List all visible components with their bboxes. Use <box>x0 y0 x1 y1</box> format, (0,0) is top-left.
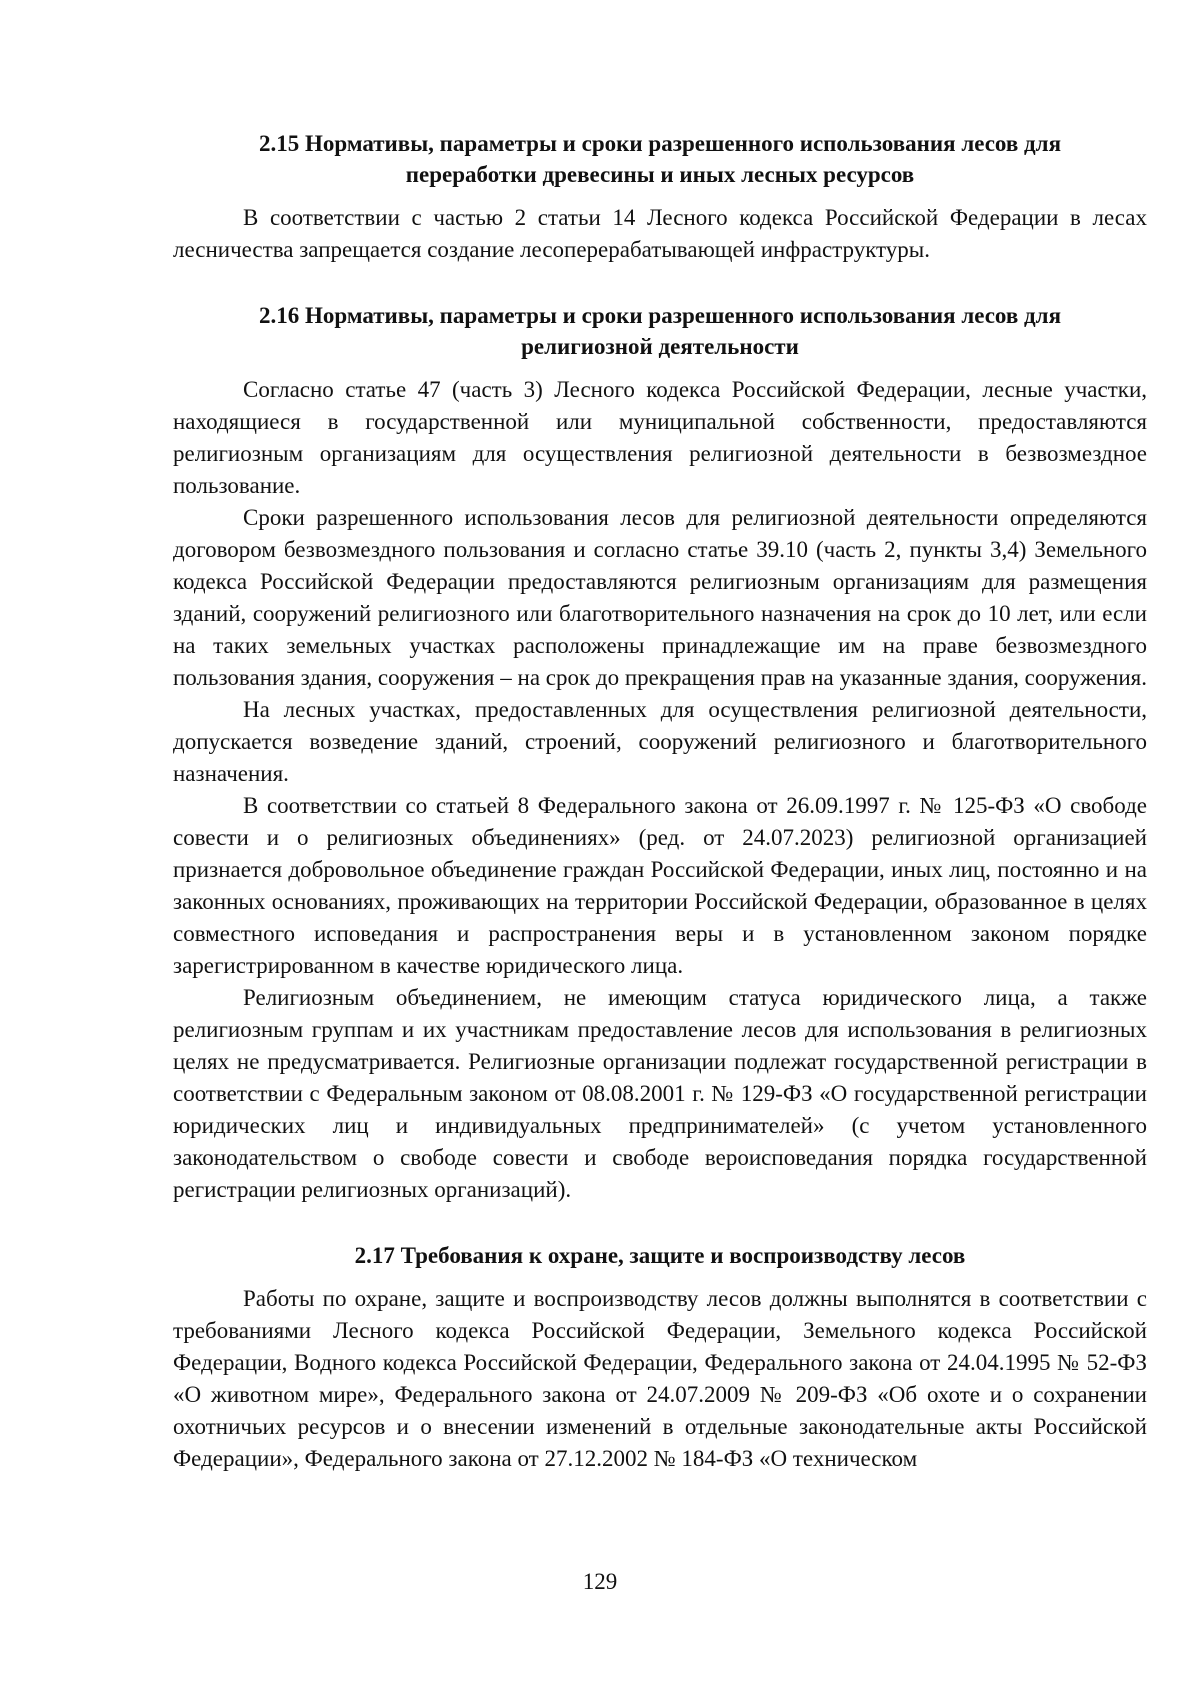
section-2-15 <box>173 128 1147 266</box>
heading-line: 2.16 Нормативы, параметры и сроки разрешенного использования лесов для <box>258 303 1062 328</box>
paragraph: В соответствии со статьей 8 Федерального закона от 26.09.1997 г. № 125-ФЗ «О свободе совести и о религиозных объединениях» (ред. от 24.07.2023) религиозной организацией признается добровольное объединение граждан Российской Федерации, иных лиц, постоянно и на законных основаниях, проживающих на территории Российской Федерации, образованное в целях совместного исповедания и распространения веры и в установленном законом порядке зарегистрированном в качестве юридического лица. <box>173 793 1147 978</box>
heading-line: религиозной деятельности <box>521 334 799 359</box>
paragraph: Согласно статье 47 (часть 3) Лесного кодекса Российской Федерации, лесные участки, находящиеся в государственной или муниципальной собственности, предоставляются религиозным организациям для осуществления религиозной деятельности в безвозмездное пользование. <box>173 377 1147 498</box>
section-heading <box>173 128 1147 190</box>
paragraph: Работы по охране, защите и воспроизводству лесов должны выполнятся в соответствии с требованиями Лесного кодекса Российской Федерации, Земельного кодекса Российской Федерации, Водного кодекса Российской Федерации, Федерального закона от 24.04.1995 № 52-ФЗ «О животном мире», Федерального закона от 24.07.2009 № 209-ФЗ «Об охоте и о сохранении охотничьих ресурсов и о внесении изменений в отдельные законодательные акты Российской Федерации», Федерального закона от 27.12.2002 № 184-ФЗ «О техническом <box>173 1286 1147 1471</box>
heading-line: 2.17 Требования к охране, защите и воспроизводству лесов <box>354 1243 966 1268</box>
paragraph: На лесных участках, предоставленных для осуществления религиозной деятельности, допускается возведение зданий, строений, сооружений религиозного и благотворительного назначения. <box>173 697 1147 786</box>
section-2-17 <box>173 1240 1147 1475</box>
section-2-16 <box>173 300 1147 1206</box>
paragraph: Сроки разрешенного использования лесов для религиозной деятельности определяются договором безвозмездного пользования и согласно статье 39.10 (часть 2, пункты 3,4) Земельного кодекса Российской Федерации предоставляются религиозным организациям для размещения зданий, сооружений религиозного или благотворительного назначения на срок до 10 лет, или если на таких земельных участках расположены принадлежащие им на праве безвозмездного пользования здания, сооружения – на срок до прекращения прав на указанные здания, сооружения. <box>173 505 1147 690</box>
section-heading <box>173 300 1147 362</box>
page-number: 129 <box>582 1569 618 1594</box>
paragraph: В соответствии с частью 2 статьи 14 Лесного кодекса Российской Федерации в лесах лесничества запрещается создание лесоперерабатывающей инфраструктуры. <box>173 205 1147 262</box>
heading-line: переработки древесины и иных лесных ресурсов <box>405 162 915 187</box>
section-heading <box>173 1240 1147 1271</box>
heading-line: 2.15 Нормативы, параметры и сроки разрешенного использования лесов для <box>258 131 1062 156</box>
page-content <box>173 128 1147 1475</box>
paragraph: Религиозным объединением, не имеющим статуса юридического лица, а также религиозным группам и их участникам предоставление лесов для использования в религиозных целях не предусматривается. Религиозные организации подлежат государственной регистрации в соответствии с Федеральным законом от 08.08.2001 г. № 129-ФЗ «О государственной регистрации юридических лиц и индивидуальных предпринимателей» (с учетом установленного законодательством о свободе совести и свободе вероисповедания порядка государственной регистрации религиозных организаций). <box>173 985 1147 1202</box>
